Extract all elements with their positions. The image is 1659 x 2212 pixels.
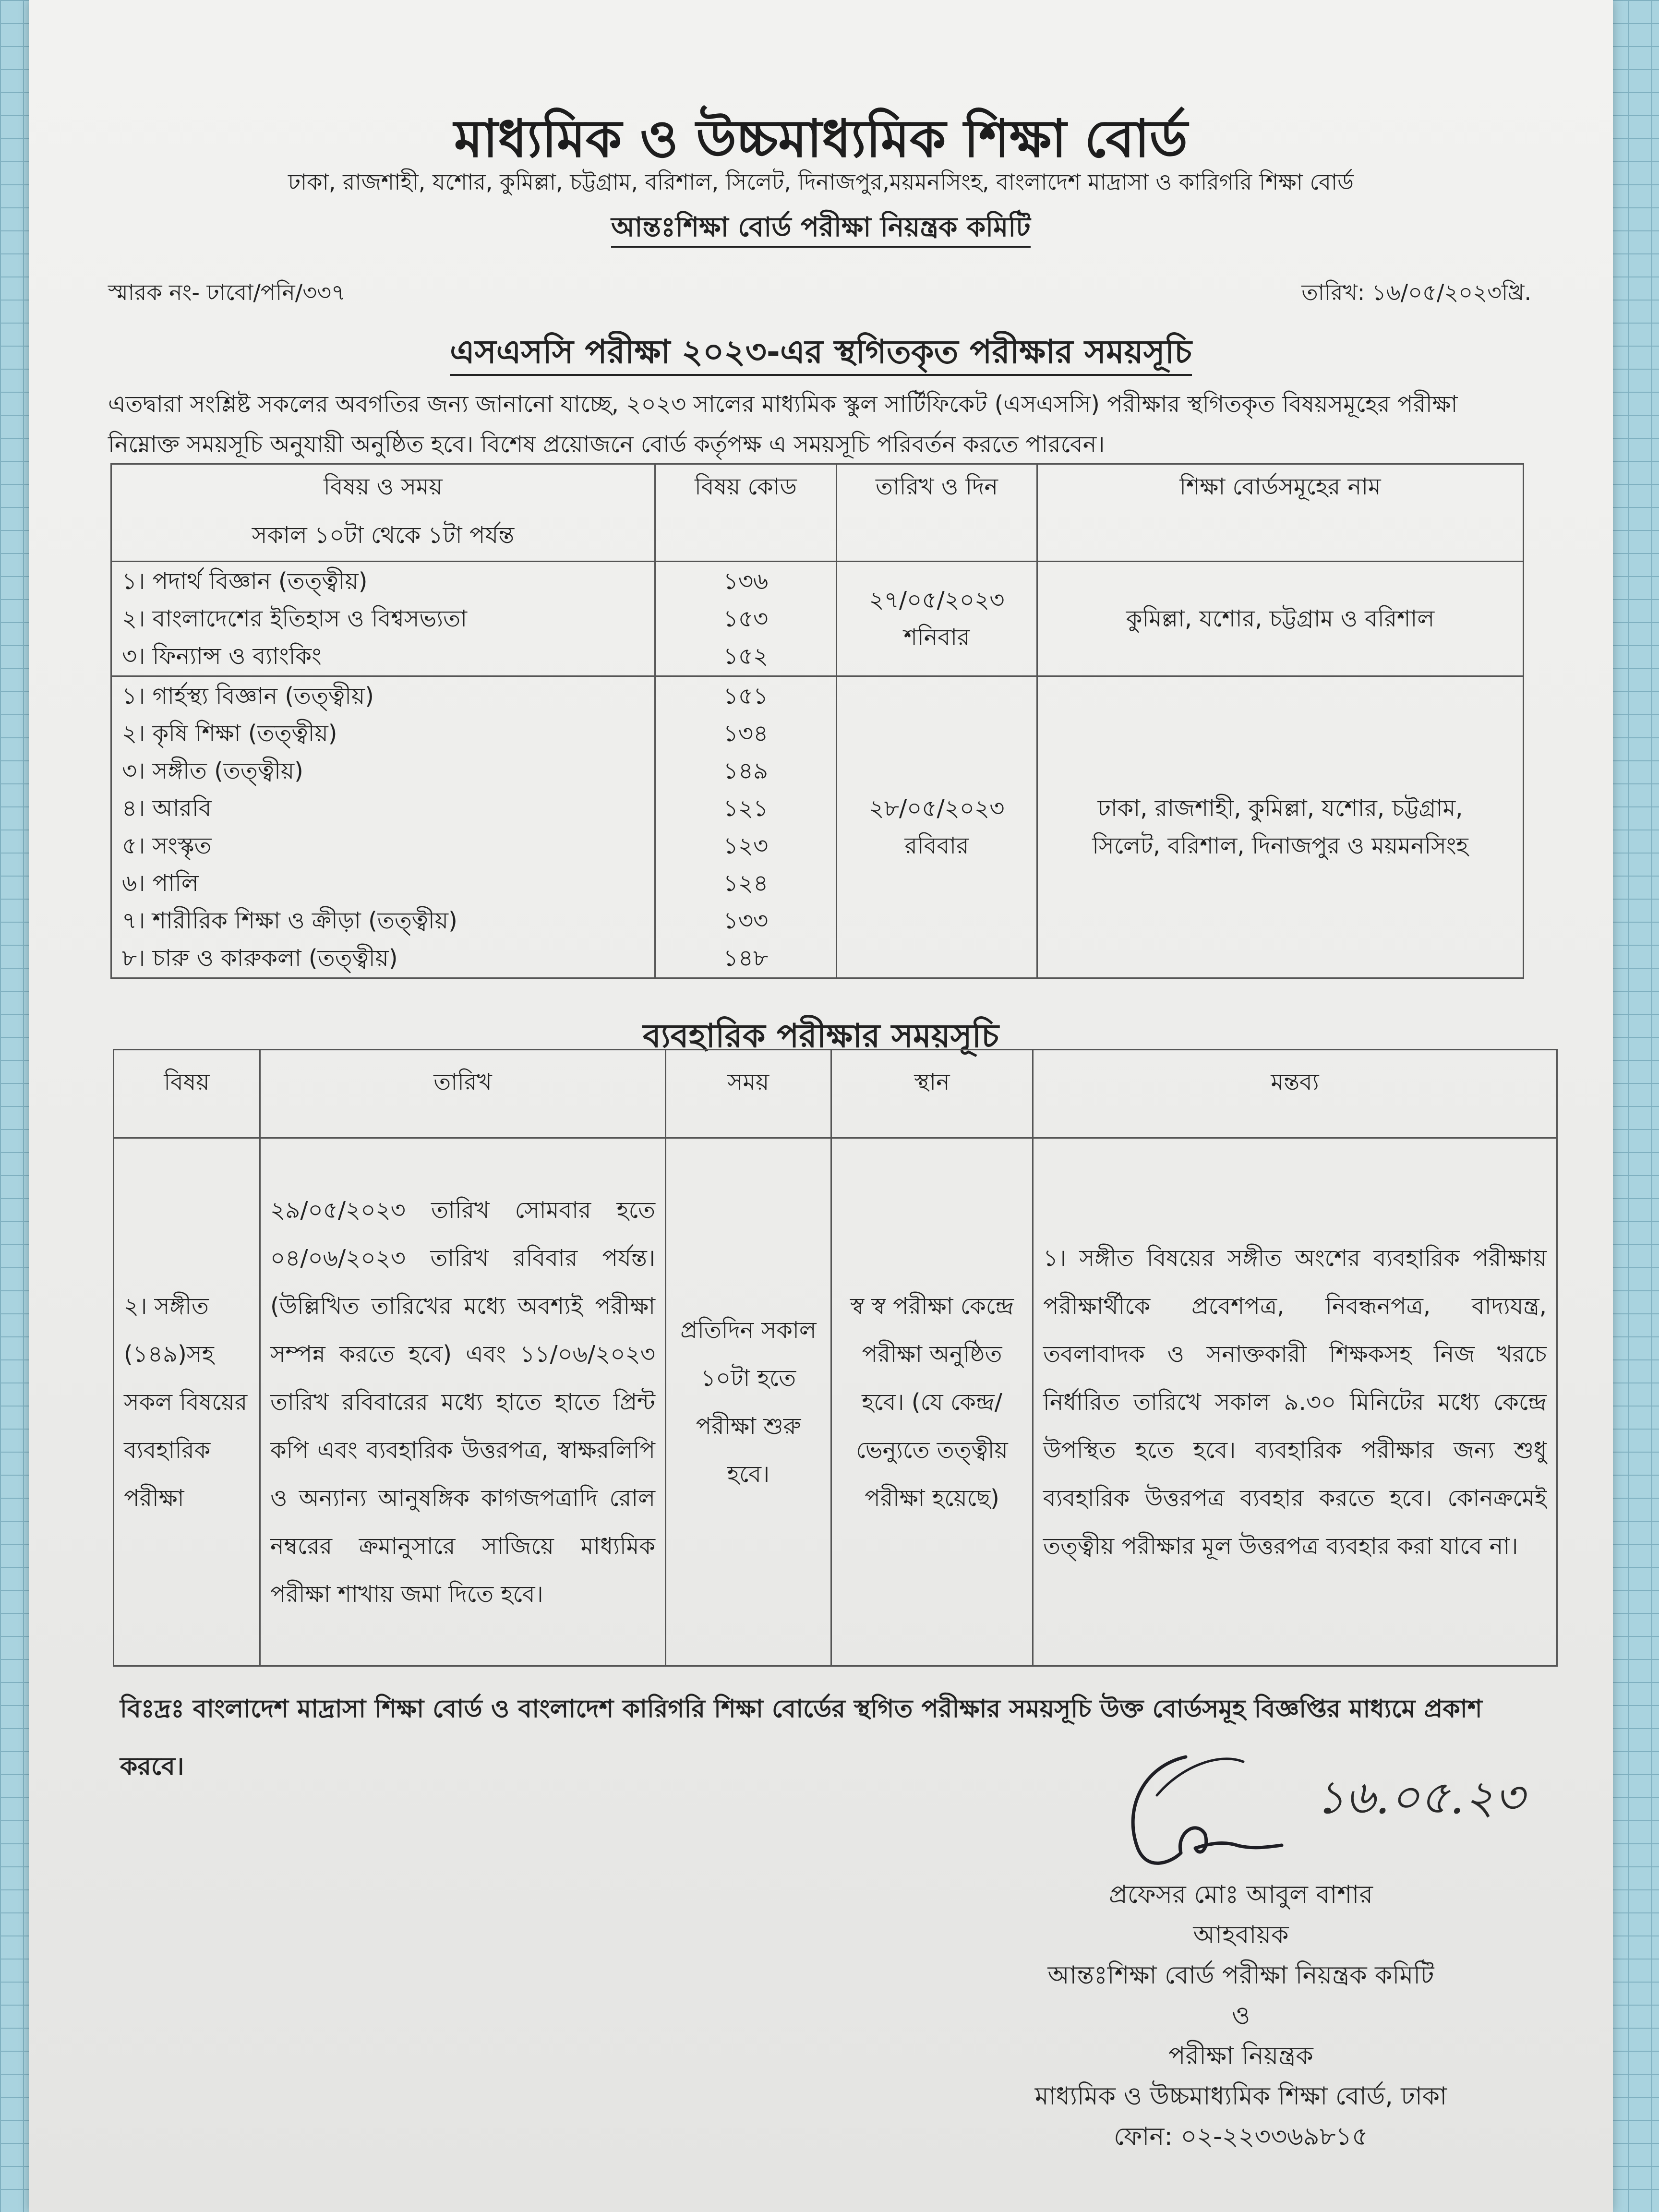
- practical-venue-cell: স্ব স্ব পরীক্ষা কেন্দ্রে পরীক্ষা অনুষ্ঠিত হবে। (যে কেন্দ্র/ভেন্যুতে তত্ত্বীয় পরীক্ষা হয়েছে): [831, 1138, 1033, 1666]
- header-boards: শিক্ষা বোর্ডসমূহের নাম: [1037, 464, 1524, 562]
- board-list: ঢাকা, রাজশাহী, যশোর, কুমিল্লা, চট্টগ্রাম, বরিশাল, সিলেট, দিনাজপুর,ময়মনসিংহ, বাংলাদেশ মাদ্রাসা ও কারিগরি শিক্ষা বোর্ড: [288, 169, 1354, 195]
- signatory-role: আহবায়ক: [1193, 1921, 1289, 1949]
- boards-line: ঢাকা, রাজশাহী, কুমিল্লা, যশোর, চট্টগ্রাম,: [1097, 795, 1463, 822]
- document-sheet: [29, 0, 1613, 2212]
- subject-code: ১৫২: [723, 643, 769, 670]
- subject-code: ১৩৬: [723, 568, 769, 595]
- subject-item: ৭। শারীরিক শিক্ষা ও ক্রীড়া (তত্ত্বীয়): [122, 907, 457, 934]
- header-remarks: মন্তব্য: [1033, 1050, 1557, 1138]
- practical-remarks-cell: ১। সঙ্গীত বিষয়ের সঙ্গীত অংশের ব্যবহারিক পরীক্ষায় পরীক্ষার্থীকে প্রবেশপত্র, নিবন্ধনপত্র, বাদ্যযন্ত্র, তবলাবাদক ও সনাক্তকারী শিক্ষকসহ নিজ খরচে নির্ধারিত তারিখে সকাল ৯.৩০ মিনিটের মধ্যে কেন্দ্রে উপস্থিত হতে হবে। ব্যবহারিক পরীক্ষার জন্য শুধু ব্যবহারিক উত্তরপত্র ব্যবহার করতে হবে। কোনক্রমেই তত্ত্বীয় পরীক্ষার মূল উত্তরপত্র ব্যবহার করা যাবে না।: [1033, 1138, 1557, 1666]
- signature-image: [1085, 1738, 1354, 1891]
- table-row: [111, 676, 1524, 978]
- committee-name: [29, 206, 1613, 252]
- subject-code: ১২১: [723, 795, 769, 822]
- notice-title-text: এসএসসি পরীক্ষা ২০২৩-এর স্থগিতকৃত পরীক্ষার সময়সূচি: [450, 333, 1192, 376]
- boards-line: সিলেট, বরিশাল, দিনাজপুর ও ময়মনসিংহ: [1092, 832, 1468, 859]
- table-row: [114, 1138, 1557, 1666]
- table-row: [111, 562, 1524, 676]
- subject-code: ১৪৮: [723, 945, 769, 972]
- subject-code: ১৫১: [723, 683, 769, 709]
- schedule-table-header: [111, 464, 1524, 562]
- codes-cell: [655, 562, 837, 676]
- board-title: মাধ্যমিক ও উচ্চমাধ্যমিক শিক্ষা বোর্ড: [454, 109, 1188, 169]
- signatory-controller: পরীক্ষা নিয়ন্ত্রক: [1168, 2042, 1313, 2070]
- subject-code: ১২৩: [723, 832, 769, 859]
- subject-code: ১৩৩: [723, 907, 769, 934]
- signatory-phone: ফোন: ০২-২২৩৩৬৯৮১৫: [1114, 2122, 1368, 2151]
- subject-item: ৬। পালি: [122, 870, 199, 897]
- memo-number: স্মারক নং- ঢাবো/পনি/৩৩৭: [108, 279, 346, 305]
- header-date: তারিখ: [260, 1050, 666, 1138]
- header-subject: বিষয়: [114, 1050, 260, 1138]
- committee-name-text: আন্তঃশিক্ষা বোর্ড পরীক্ষা নিয়ন্ত্রক কমিটি: [611, 212, 1031, 248]
- header-subject-line1: বিষয় ও সময়: [324, 473, 443, 500]
- practical-title: ব্যবহারিক পরীক্ষার সময়সূচি: [643, 1017, 999, 1055]
- subject-code: ১৩৪: [723, 720, 769, 747]
- practical-table: [113, 1049, 1558, 1667]
- boards-cell: [1037, 676, 1524, 978]
- practical-subject-cell: ২। সঙ্গীত (১৪৯)সহ সকল বিষয়ের ব্যবহারিক পরীক্ষা: [114, 1138, 260, 1666]
- subject-code: ১৫৩: [723, 605, 769, 632]
- subject-item: ৪। আরবি: [122, 795, 212, 822]
- subject-item: ৩। ফিন্যান্স ও ব্যাংকিং: [122, 643, 322, 670]
- subject-item: ২। বাংলাদেশের ইতিহাস ও বিশ্বসভ্যতা: [122, 605, 468, 632]
- signature-block: [893, 1875, 1589, 2157]
- subject-item: ৮। চারু ও কারুকলা (তত্ত্বীয়): [122, 945, 398, 972]
- boards-cell: কুমিল্লা, যশোর, চট্টগ্রাম ও বরিশাল: [1037, 562, 1524, 676]
- exam-day: রবিবার: [904, 832, 969, 859]
- document-date: তারিখ: ১৬/০৫/২০২৩খ্রি.: [1301, 279, 1531, 305]
- header-subject-line2: সকাল ১০টা থেকে ১টা পর্যন্ত: [252, 522, 515, 549]
- exam-day: শনিবার: [903, 624, 970, 651]
- schedule-table: [110, 463, 1524, 979]
- signatory-board: মাধ্যমিক ও উচ্চমাধ্যমিক শিক্ষা বোর্ড, ঢাকা: [1034, 2082, 1447, 2111]
- notice-intro: এতদ্বারা সংশ্লিষ্ট সকলের অবগতির জন্য জানানো যাচ্ছে, ২০২৩ সালের মাধ্যমিক স্কুল সার্টিফিকেট (এসএসসি) পরীক্ষার স্থগিতকৃত বিষয়সমূহের পরীক্ষা নিম্নোক্ত সময়সূচি অনুযায়ী অনুষ্ঠিত হবে। বিশেষ প্রয়োজনে বোর্ড কর্তৃপক্ষ এ সময়সূচি পরিবর্তন করতে পারবেন।: [108, 391, 1458, 458]
- date-day-cell: [837, 562, 1037, 676]
- footnote: বিঃদ্রঃ বাংলাদেশ মাদ্রাসা শিক্ষা বোর্ড ও বাংলাদেশ কারিগরি শিক্ষা বোর্ডের স্থগিত পরীক্ষার সময়সূচি উক্ত বোর্ডসমূহ বিজ্ঞপ্তির মাধ্যমে প্রকাশ করবে।: [120, 1695, 1482, 1781]
- header-date-day: তারিখ ও দিন: [837, 464, 1037, 562]
- signatory-and: ও: [1231, 2001, 1250, 2030]
- subject-item: ৫। সংস্কৃত: [122, 832, 212, 859]
- date-day-cell: [837, 676, 1037, 978]
- notice-title: [29, 326, 1613, 381]
- subject-item: ২। কৃষি শিক্ষা (তত্ত্বীয়): [122, 720, 337, 747]
- practical-time-cell: প্রতিদিন সকাল ১০টা হতে পরীক্ষা শুরু হবে।: [666, 1138, 831, 1666]
- subjects-cell: [111, 676, 655, 978]
- signatory-name: প্রফেসর মোঃ আবুল বাশার: [1109, 1880, 1373, 1909]
- header-code: বিষয় কোড: [655, 464, 837, 562]
- subject-item: ১। পদার্থ বিজ্ঞান (তত্ত্বীয়): [122, 568, 368, 595]
- subject-code: ১৪৯: [723, 757, 769, 784]
- subject-code: ১২৪: [723, 870, 769, 897]
- practical-table-header: [114, 1050, 1557, 1138]
- exam-date: ২৭/০৫/২০২৩: [869, 587, 1005, 613]
- subject-item: ৩। সঙ্গীত (তত্ত্বীয়): [122, 757, 303, 784]
- header-time: সময়: [666, 1050, 831, 1138]
- subjects-cell: [111, 562, 655, 676]
- signature-date: ১৬.০৫.২৩: [1315, 1770, 1525, 1824]
- exam-date: ২৮/০৫/২০২৩: [869, 795, 1005, 822]
- header-venue: স্থান: [831, 1050, 1033, 1138]
- signatory-committee: আন্তঃশিক্ষা বোর্ড পরীক্ষা নিয়ন্ত্রক কমিটি: [1047, 1961, 1434, 1990]
- header-subject: [111, 464, 655, 562]
- codes-cell: [655, 676, 837, 978]
- practical-date-cell: ২৯/০৫/২০২৩ তারিখ সোমবার হতে ০৪/০৬/২০২৩ তারিখ রবিবার পর্যন্ত। (উল্লিখিত তারিখের মধ্যে অবশ্যই পরীক্ষা সম্পন্ন করতে হবে) এবং ১১/০৬/২০২৩ তারিখ রবিবারের মধ্যে হাতে হাতে প্রিন্ট কপি এবং ব্যবহারিক উত্তরপত্র, স্বাক্ষরলিপি ও অন্যান্য আনুষঙ্গিক কাগজপত্রাদি রোল নম্বরের ক্রমানুসারে সাজিয়ে মাধ্যমিক পরীক্ষা শাখায় জমা দিতে হবে।: [260, 1138, 666, 1666]
- subject-item: ১। গার্হস্থ্য বিজ্ঞান (তত্ত্বীয়): [122, 683, 374, 709]
